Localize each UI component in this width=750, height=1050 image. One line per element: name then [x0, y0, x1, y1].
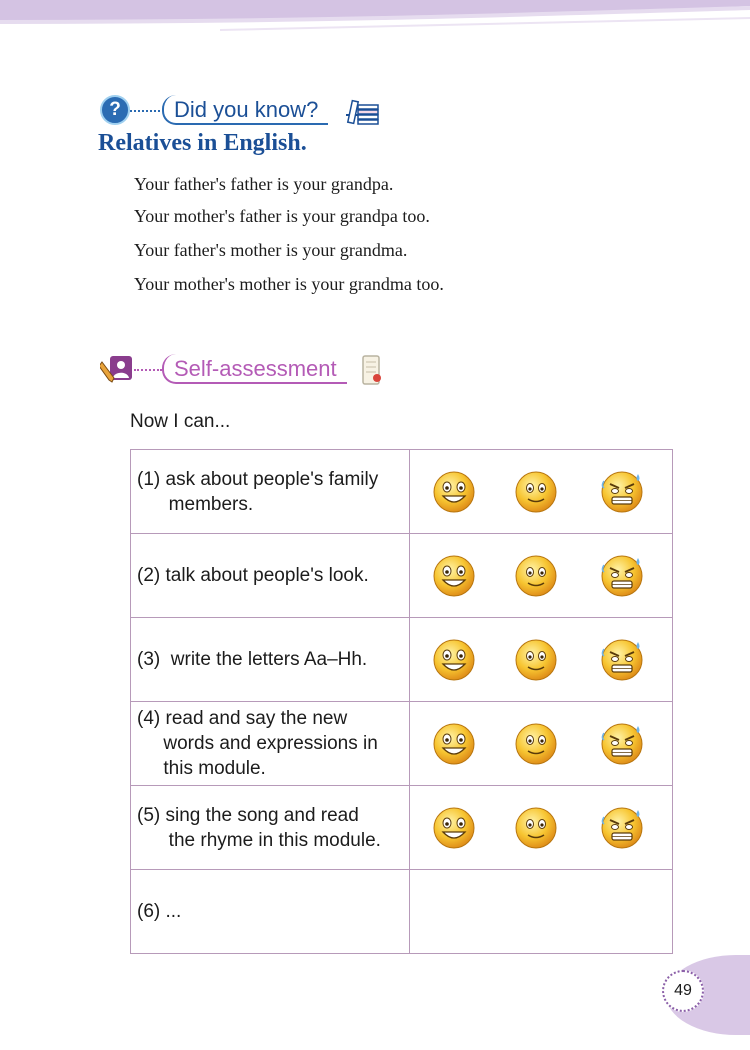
statement-line: the rhyme in this module. [137, 829, 381, 851]
face-rating-cell [410, 618, 673, 702]
angry-face-icon[interactable] [600, 554, 644, 598]
assessment-statement [131, 702, 410, 786]
self-assessment-table [130, 449, 673, 954]
books-icon [346, 97, 380, 125]
statement-line: words and expressions in [137, 733, 378, 754]
assessment-row [131, 450, 673, 534]
page-number: 49 [662, 970, 704, 1012]
angry-face-icon[interactable] [600, 806, 644, 850]
assessment-row [131, 786, 673, 870]
now-i-can-label: Now I can... [130, 411, 231, 432]
statement-line: (6) ... [137, 901, 182, 922]
statement-line: (5) sing the song and read [137, 804, 359, 826]
self-assessment-header [100, 352, 400, 392]
scroll-icon [360, 354, 384, 386]
smiling-face-icon[interactable] [514, 554, 558, 598]
assessment-statement [131, 870, 410, 954]
assessment-row [131, 618, 673, 702]
statement-line: (3) write the letters Aa–Hh. [137, 649, 368, 670]
dotted-connector [134, 369, 162, 371]
assessment-statement [131, 450, 410, 534]
relatives-line: Your mother's father is your grandpa too. [134, 206, 430, 226]
smiling-face-icon[interactable] [514, 470, 558, 514]
relatives-line: Your mother's mother is your grandma too. [134, 274, 444, 294]
pencil-person-icon [100, 354, 134, 384]
relatives-heading: Relatives in English. [98, 130, 307, 156]
smiling-face-icon[interactable] [514, 806, 558, 850]
very-happy-face-icon[interactable] [432, 638, 476, 682]
assessment-row [131, 702, 673, 786]
very-happy-face-icon[interactable] [432, 554, 476, 598]
very-happy-face-icon[interactable] [432, 470, 476, 514]
self-assessment-title: Self-assessment [162, 354, 347, 384]
statement-line: (4) read and say the new [137, 708, 348, 729]
did-you-know-title: Did you know? [162, 95, 328, 125]
angry-face-icon[interactable] [600, 470, 644, 514]
face-rating-cell [410, 786, 673, 870]
statement-line: (1) ask about people's family [137, 468, 379, 490]
very-happy-face-icon[interactable] [432, 722, 476, 766]
face-rating-cell [410, 702, 673, 786]
dotted-connector [130, 110, 160, 112]
assessment-row [131, 870, 673, 954]
angry-face-icon[interactable] [600, 722, 644, 766]
statement-line: members. [137, 493, 254, 515]
smiling-face-icon[interactable] [514, 722, 558, 766]
statement-line: this module. [137, 758, 266, 779]
top-decorative-band [0, 0, 750, 40]
face-rating-cell [410, 534, 673, 618]
assessment-statement [131, 786, 410, 870]
statement-line: (2) talk about people's look. [137, 565, 369, 586]
angry-face-icon[interactable] [600, 638, 644, 682]
face-rating-cell [410, 450, 673, 534]
very-happy-face-icon[interactable] [432, 806, 476, 850]
relatives-line: Your father's mother is your grandma. [134, 240, 408, 260]
question-icon: ? [100, 95, 130, 125]
smiling-face-icon[interactable] [514, 638, 558, 682]
assessment-statement [131, 534, 410, 618]
did-you-know-header [100, 93, 400, 133]
face-rating-cell [410, 870, 673, 954]
assessment-row [131, 534, 673, 618]
assessment-statement [131, 618, 410, 702]
relatives-line: Your father's father is your grandpa. [134, 174, 394, 194]
